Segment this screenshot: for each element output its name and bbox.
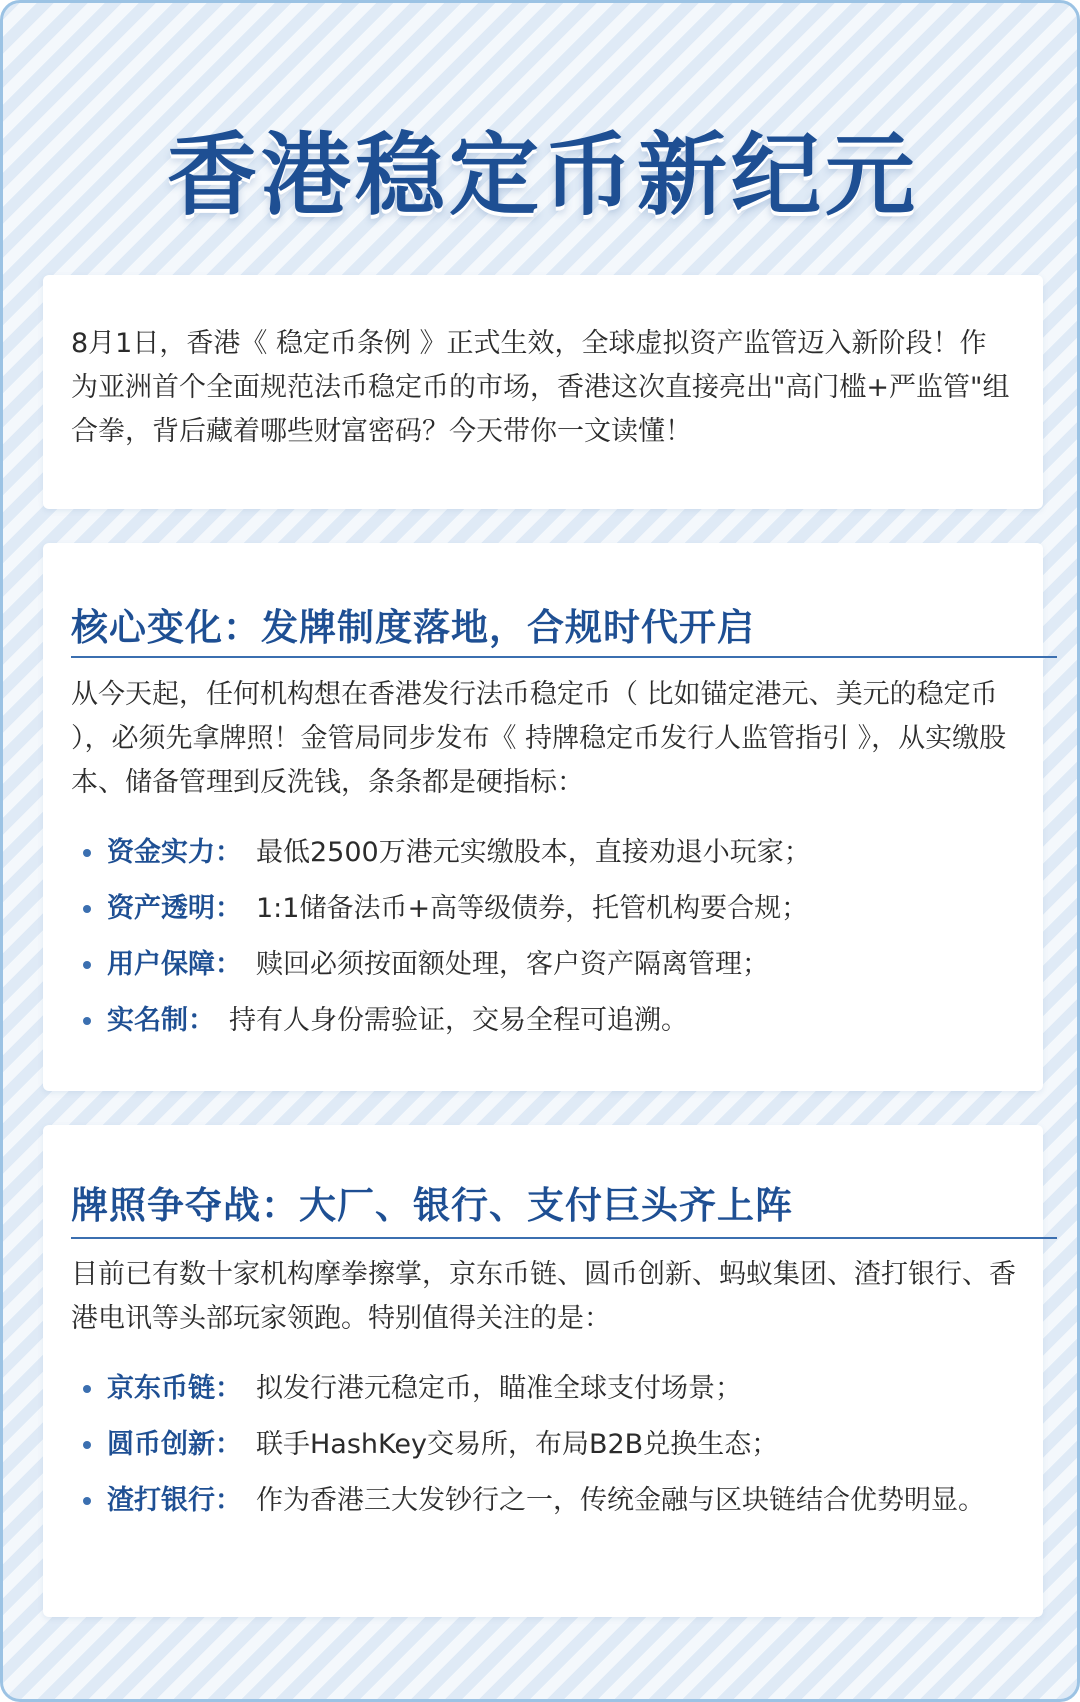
- bullet-dot-icon: [83, 1385, 91, 1393]
- license-battle-paragraph: 目前已有数十家机构摩拳擦掌，京东币链、圆币创新、蚂蚁集团、渣打银行、香港电讯等头部玩家领跑。特别值得关注的是：: [71, 1259, 1016, 1334]
- item-text: 赎回必须按面额处理，客户资产隔离管理；: [256, 949, 769, 980]
- list-item: [71, 831, 1021, 875]
- intro-paragraph: 8月1日，香港《 稳定币条例 》正式生效，全球虚拟资产监管迈入新阶段！作为亚洲首个全面规范法币稳定币的市场，香港这次直接亮出"高门槛+严监管"组合拳，背后藏着哪些财富密码？今天带你一文读懂！: [71, 328, 1010, 447]
- core-change-card: [43, 543, 1043, 1091]
- bullet-dot-icon: [83, 905, 91, 913]
- page-title: 香港稳定币新纪元: [167, 123, 919, 228]
- bullet-dot-icon: [83, 961, 91, 969]
- item-key: 实名制：: [107, 1005, 215, 1036]
- item-key: 资产透明：: [107, 893, 242, 924]
- item-text: 作为香港三大发钞行之一，传统金融与区块链结合优势明显。: [256, 1485, 985, 1516]
- bullet-dot-icon: [83, 849, 91, 857]
- license-battle-card: [43, 1125, 1043, 1617]
- license-battle-divider: [71, 1237, 1057, 1239]
- item-text: 拟发行港元稳定币，瞄准全球支付场景；: [256, 1373, 742, 1404]
- license-battle-list: [71, 1367, 1021, 1535]
- intro-card: [43, 275, 1043, 509]
- list-item: [71, 1367, 1021, 1411]
- core-change-heading: 核心变化：发牌制度落地，合规时代开启: [71, 606, 755, 649]
- core-change-paragraph: 从今天起，任何机构想在香港发行法币稳定币（ 比如锚定港元、美元的稳定币 ），必须先拿牌照！金管局同步发布《 持牌稳定币发行人监管指引 》，从实缴股本、储备管理到反洗钱，条条都是硬指标：: [71, 679, 1007, 798]
- list-item: [71, 999, 1021, 1043]
- item-text: 1:1储备法币+高等级债券，托管机构要合规；: [256, 893, 809, 924]
- item-key: 圆币创新：: [107, 1429, 242, 1460]
- item-text: 持有人身份需验证，交易全程可追溯。: [229, 1005, 688, 1036]
- item-text: 最低2500万港元实缴股本，直接劝退小玩家；: [256, 837, 811, 868]
- core-change-list: [71, 831, 1021, 1055]
- list-item: [71, 943, 1021, 987]
- item-key: 渣打银行：: [107, 1485, 242, 1516]
- bullet-dot-icon: [83, 1017, 91, 1025]
- bullet-dot-icon: [83, 1441, 91, 1449]
- list-item: [71, 887, 1021, 931]
- list-item: [71, 1423, 1021, 1467]
- bullet-dot-icon: [83, 1497, 91, 1505]
- license-battle-heading: 牌照争夺战：大厂、银行、支付巨头齐上阵: [71, 1184, 793, 1227]
- item-key: 京东币链：: [107, 1373, 242, 1404]
- item-key: 用户保障：: [107, 949, 242, 980]
- list-item: [71, 1479, 1021, 1523]
- item-key: 资金实力：: [107, 837, 242, 868]
- item-text: 联手HashKey交易所，布局B2B兑换生态；: [256, 1429, 779, 1460]
- core-change-divider: [71, 656, 1057, 658]
